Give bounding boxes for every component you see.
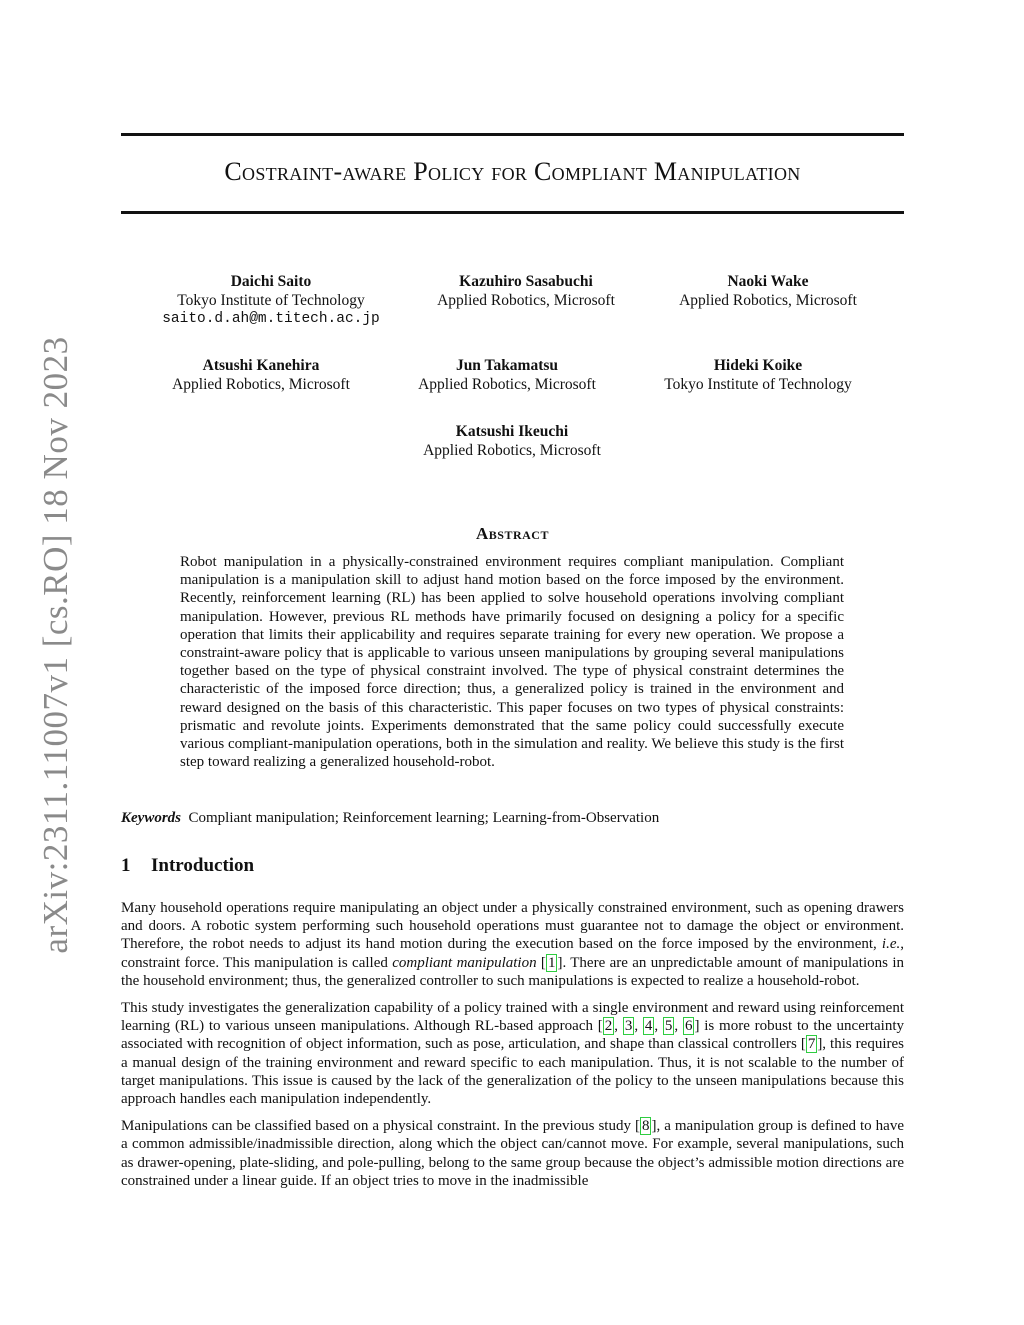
citation-link[interactable]: 2	[604, 1018, 613, 1035]
author-affiliation: Applied Robotics, Microsoft	[437, 292, 615, 309]
title-top-rule	[121, 133, 904, 136]
citation-link[interactable]: 8	[641, 1118, 650, 1135]
text-run: This study investigates the generalization capability of a policy trained with a single environment and reward using reinforcement learning (RL) to various unseen manipulations. Although RL-based approach [	[121, 1000, 904, 1035]
author-block	[146, 272, 396, 329]
author-name: Hideki Koike	[713, 357, 803, 374]
author-block	[382, 356, 632, 394]
author-affiliation: Applied Robotics, Microsoft	[418, 376, 596, 393]
text-run: ] is more robust to the uncertainty associated with recognition of object information, such as pose, articulation, and shape than classical controllers [	[121, 1018, 905, 1053]
title-bottom-rule	[121, 211, 904, 214]
section-heading	[121, 855, 254, 877]
citation-link[interactable]: 3	[624, 1018, 633, 1035]
abstract-body: Robot manipulation in a physically-constrained environment requires compliant manipulation. Compliant manipulation is a manipulation skill to adjust hand motion based on the force imposed by the environment. Recently, reinforcement learning (RL) has been applied to solve household operations involving compliant manipulation. However, previous RL methods have primarily focused on designing a policy for a specific operation that limits their applicability and requires separate training for every new operation. We propose a constraint-aware policy that is applicable to various unseen manipulations by grouping several manipulations together based on the type of physical constraint involved. The type of physical constraint determines the characteristic of the imposed force direction; thus, a generalized policy is trained in the environment and reward designed on the basis of this characteristic. This paper focuses on two types of physical constraints: prismatic and revolute joints. Experiments demonstrated that the same policy could successfully execute various compliant-manipulation operations, both in the simulation and reality. We believe this study is the first step toward realizing a generalized household-robot.	[180, 554, 844, 771]
paragraph	[121, 1117, 904, 1190]
citation-link[interactable]: 4	[644, 1018, 653, 1035]
text-run: ], a manipulation group is defined to have a common admissible/inadmissible direction, along which the object can/cannot move. For example, several manipulations, such as drawer-opening, plate-sliding, and pole-pulling, belong to the same group because the object’s admissible motion directions are constrained under a linear guide. If an object tries to move in the inadmissible	[121, 1118, 904, 1189]
text-run: ,	[614, 1018, 623, 1035]
author-block	[633, 356, 883, 394]
text-run: Manipulations can be classified based on a physical constraint. In the previous study [	[121, 1118, 640, 1135]
keywords-line	[121, 810, 904, 827]
author-name: Naoki Wake	[727, 273, 809, 290]
author-affiliation: Applied Robotics, Microsoft	[172, 376, 350, 393]
keywords-label: Keywords	[121, 810, 181, 826]
author-email[interactable]: saito.d.ah@m.titech.ac.jp	[162, 311, 380, 327]
arxiv-identifier: arXiv:2311.11007v1 [cs.RO] 18 Nov 2023	[36, 336, 75, 954]
author-affiliation: Tokyo Institute of Technology	[664, 376, 852, 393]
text-run: ], this requires a manual design of the training environment and reward specific to each manipulation. Thus, it is not scalable to the number of target manipulations. This issue is caused by the lack of the generalization of the policy to the unseen manipulations because this approach handles each manipulation independently.	[121, 1036, 904, 1108]
text-run: Many household operations require manipulating an object under a physically constrained environment, such as opening drawers and doors. A robotic system performing such household operations must guarantee not to damage the object or environment. Therefore, the robot needs to adjust its hand motion during the execution based on the force imposed by the environment,	[121, 900, 904, 953]
citation-link[interactable]: 1	[547, 954, 556, 971]
introduction-body	[121, 899, 904, 1199]
text-run: i.e.	[881, 936, 901, 953]
text-run: , constraint force. This manipulation is called	[121, 936, 904, 971]
text-run: . There are an unpredictable amount of manipulations in the household environment; thus, the generalized controller to such manipulations is expected to realize a household-robot.	[121, 954, 904, 989]
author-affiliation: Tokyo Institute of Technology	[177, 292, 365, 309]
citation-link[interactable]: 5	[664, 1018, 673, 1035]
paragraph: Many household operations require manipulating an object under a physically constrained environment, such as opening drawers and doors. A robotic system performing such household operations must guarantee not to damage the object or environment. Therefore, the robot needs to adjust its hand motion during the execution based on the force imposed by the environment, i.e., constraint force. This manipulation is called compliant manipulation [ 1 ]. There are an unpredictable amount of manipulations in the household environment; thus, the generalized controller to such manipulations is expected to realize a household-robot.	[121, 900, 904, 989]
author-affiliation: Applied Robotics, Microsoft	[679, 292, 857, 309]
keywords-text: Compliant manipulation; Reinforcement learning; Learning-from-Observation	[188, 810, 660, 826]
citation-link[interactable]: 6	[684, 1018, 693, 1035]
author-block	[401, 272, 651, 310]
section-number: 1	[121, 855, 131, 876]
text-run: ,	[654, 1018, 663, 1035]
abstract-heading: Abstract	[476, 524, 549, 543]
author-name: Kazuhiro Sasabuchi	[459, 273, 593, 290]
author-affiliation: Applied Robotics, Microsoft	[423, 442, 601, 459]
author-name: Atsushi Kanehira	[202, 357, 320, 374]
author-name: Katsushi Ikeuchi	[455, 423, 569, 440]
text-run: compliant manipulation	[392, 954, 537, 971]
section-title: Introduction	[151, 855, 255, 876]
author-block	[387, 422, 637, 460]
paper-title: Costraint-aware Policy for Compliant Manipulation	[224, 157, 801, 186]
text-run: ,	[674, 1018, 683, 1035]
author-block	[643, 272, 893, 310]
author-block	[136, 356, 386, 394]
paragraph	[121, 999, 904, 1108]
author-name: Daichi Saito	[230, 273, 312, 290]
author-name: Jun Takamatsu	[455, 357, 559, 374]
citation-link[interactable]: 7	[807, 1036, 816, 1053]
text-run: ,	[634, 1018, 643, 1035]
